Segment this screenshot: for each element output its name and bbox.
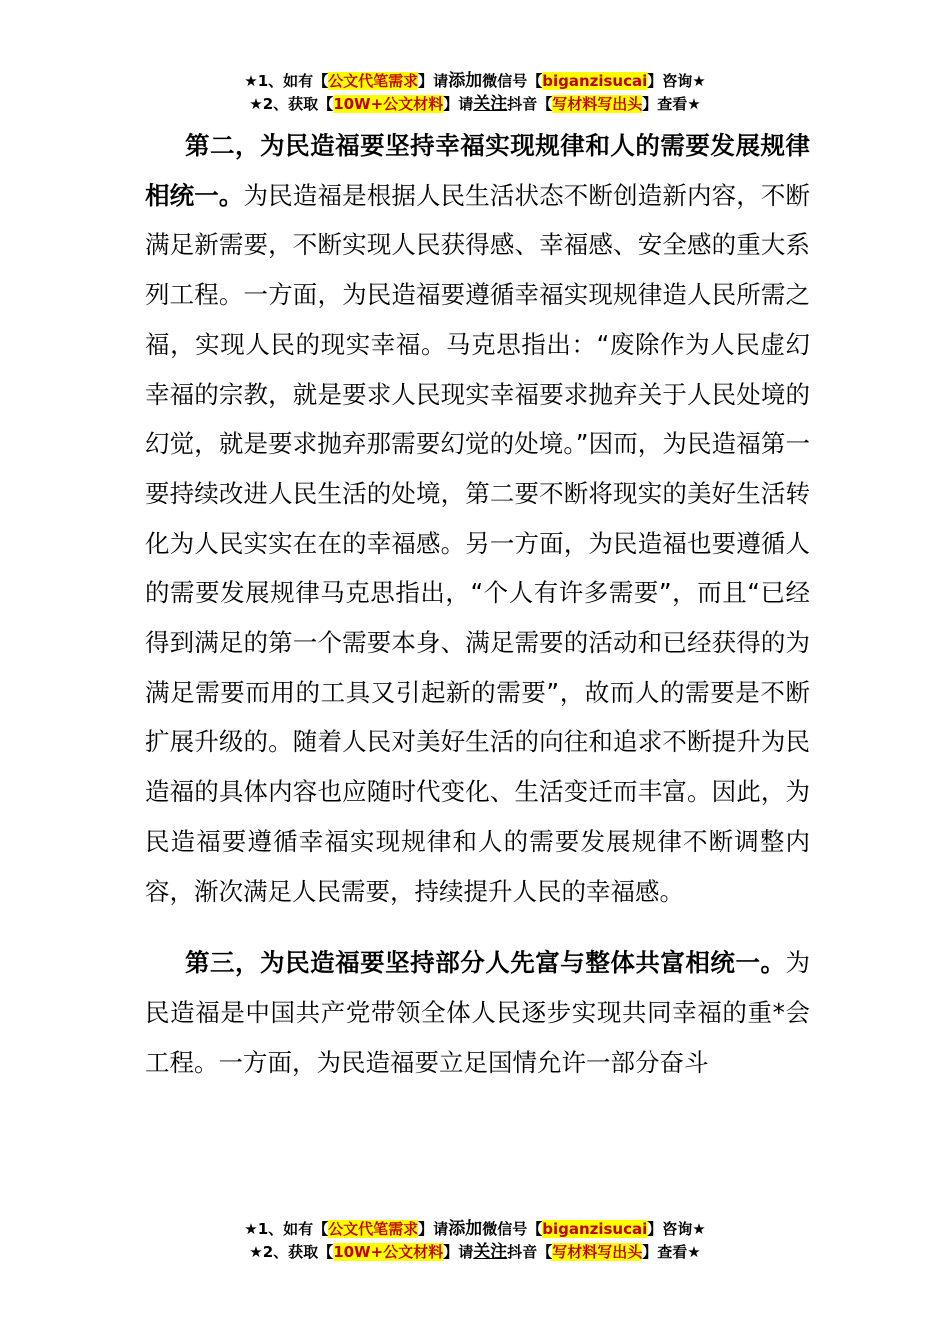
highlight-materials: 10W+公文材料: [333, 1243, 444, 1261]
douyin-account: 写材料写出头: [552, 95, 643, 113]
wechat-id: biganzisucai: [542, 72, 648, 90]
star-icon: ★: [692, 1220, 706, 1238]
star-icon: ★: [687, 95, 701, 113]
paragraph-heading: 第二，为民造福要坚持幸福实现规律和人的需要发展规律相统一。: [145, 131, 810, 210]
top-banner: [0, 70, 950, 116]
star-icon: ★: [692, 72, 706, 90]
banner-line-2: ★2、获取【10W+公文材料】请关注抖音【写材料写出头】查看★: [249, 94, 701, 114]
paragraph-text: 为民造福是根据人民生活状态不断创造新内容，不断满足新需要，不断实现人民获得感、幸福感、安全感的重大系列工程。一方面，为民造福要遵循幸福实现规律造人民所需之福，实现人民的现实幸福。马克思指出：“废除作为人民虚幻幸福的宗教，就是要求人民现实幸福要求抛弃关于人民处境的幻觉，就是要求抛弃那需要幻觉的处境。”因而，为民造福第一要持续改进人民生活的处境，第二要不断将现实的美好生活转化为人民实实在在的幸福感。另一方面，为民造福也要遵循人的需要发展规律马克思指出，“个人有许多需要”，而且“已经得到满足的第一个需要本身、满足需要的活动和已经获得的为满足需要而用的工具又引起新的需要”，故而人的需要是不断扩展升级的。随着人民对美好生活的向往和追求不断提升为民造福的具体内容也应随时代变化、生活变迁而丰富。因此，为民造福要遵循幸福实现规律和人的需要发展规律不断调整内容，渐次满足人民需要，持续提升人民的幸福感。: [145, 180, 811, 906]
star-icon: ★: [244, 72, 258, 90]
banner-line-2: ★2、获取【10W+公文材料】请关注抖音【写材料写出头】查看★: [249, 1242, 701, 1262]
star-icon: ★: [244, 1220, 258, 1238]
wechat-id: biganzisucai: [542, 1220, 648, 1238]
bottom-banner: [0, 1218, 950, 1264]
banner-line-1: ★1、如有【公文代笔需求】请添加微信号【biganzisucai】咨询★: [244, 71, 706, 91]
highlight-materials: 10W+公文材料: [333, 95, 444, 113]
highlight-service: 公文代笔需求: [328, 72, 419, 90]
star-icon: ★: [249, 95, 263, 113]
paragraph-2: [145, 121, 810, 916]
paragraph-3: [145, 938, 810, 1087]
highlight-service: 公文代笔需求: [328, 1220, 419, 1238]
banner-line-1: ★1、如有【公文代笔需求】请添加微信号【biganzisucai】咨询★: [244, 1219, 706, 1239]
douyin-account: 写材料写出头: [552, 1243, 643, 1261]
article-body: [145, 121, 810, 1087]
star-icon: ★: [687, 1243, 701, 1261]
paragraph-heading: 第三，为民造福要坚持部分人先富与整体共富相统一。: [185, 948, 786, 978]
paragraph-text: 为民造福是中国共产党带领全体人民逐步实现共同幸福的重*会工程。一方面，为民造福要立足国情允许一部分奋斗: [145, 948, 810, 1077]
star-icon: ★: [249, 1243, 263, 1261]
